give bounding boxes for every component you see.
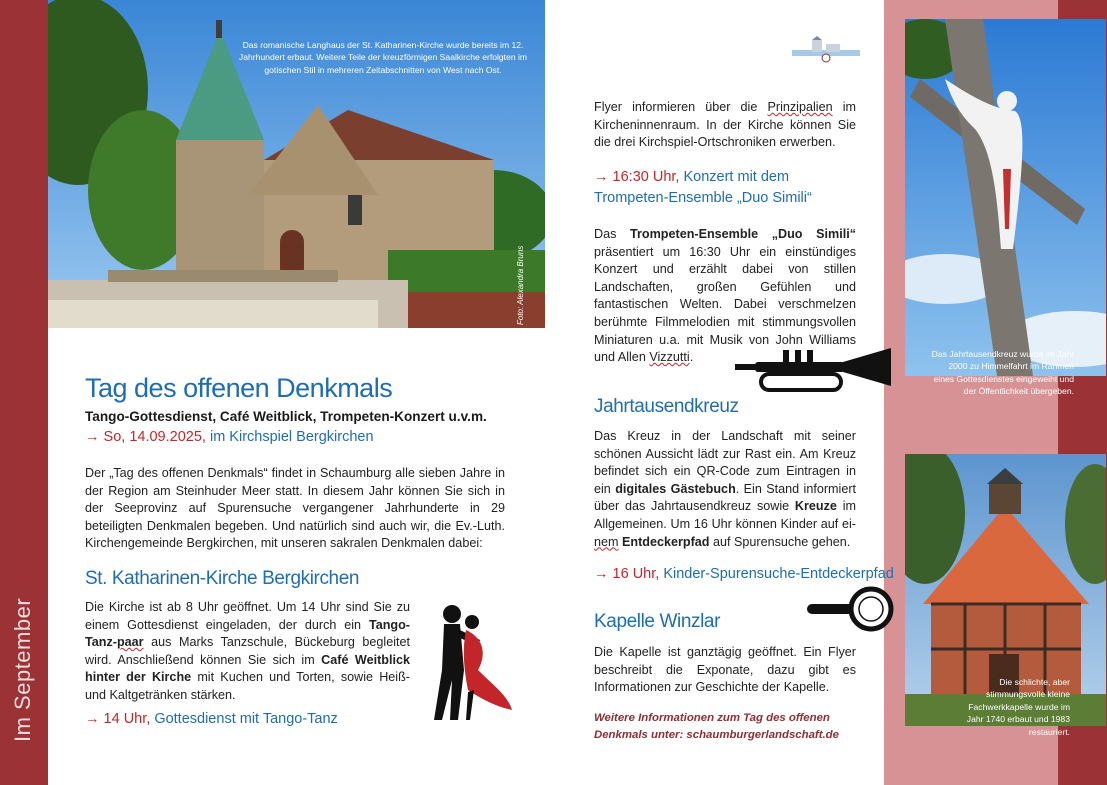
bold-run: paar [116,635,144,650]
event-title: Kinder-Spurensuche-Entdeckerpfad [663,566,894,582]
church-photo-credit: Foto: Alexandra Bruns [516,245,525,325]
bold-run: Entdeckerpfad [622,534,710,549]
text-run: Flyer informieren über die [594,100,768,114]
text-run: nem [594,534,619,549]
event-date-place: im Kirchspiel Bergkirchen [209,429,374,445]
kreuz-heading: Jahrtausendkreuz [594,396,739,417]
katharinen-heading: St. Katharinen-Kirche Bergkirchen [85,568,360,589]
tango-dancers-icon [408,600,518,726]
kreuz-paragraph [594,428,856,551]
arrow-icon: → [85,429,100,445]
logo [792,36,860,64]
kapelle-heading: Kapelle Winzlar [594,611,720,632]
trumpet-icon [733,346,895,400]
text-run: im Allgemeinen. Um 16 Uhr können Kinder auf ei- [594,499,856,531]
bold-run: Tango-Tanz- [85,617,410,650]
event-title: Konzert mit dem Trompeten-Ensemble „Duo Simili“ [594,169,812,206]
cross-photo-caption: Das Jahrtausendkreuz wurde im Jahr 2000 zu Himmelfahrt im Rahmen eines Gottesdienstes eingeweiht und der Öffentlichkeit übergeben. [931,349,1074,397]
bold-run: Kreuze [794,499,837,514]
flyer-paragraph [594,99,856,152]
text-run: . Ein Stand informiert über das Jahrtausendkreuz sowie [594,481,857,514]
text-run: Prinzipalien [767,100,833,114]
kreuz-event [594,566,894,582]
event-time: 16:30 Uhr, [612,169,680,185]
church-photo-caption: Das romanische Langhaus der St. Katharinen-Kirche wurde bereits im 12. Jahrhundert erbaut. Weitere Teile der kreuzförmigen Saalkirche erfolgten im gotischen Stil in mehreren Zeitabschnitten von West nach Ost. [238,40,528,75]
event-date-day: So, 14.09.2025, [103,429,206,445]
text-run: Die Kirche ist ab 8 Uhr geöffnet. Um 14 Uhr sind Sie zu einem Gottesdienst eingeladen, der durch ein [85,600,410,632]
katharinen-event [85,711,338,727]
event-time: 14 Uhr, [103,711,151,727]
month-label: Im September [10,597,35,742]
text-run: Vizzutti [649,350,690,365]
concert-event [594,167,856,209]
page-subtitle: Tango-Gottesdienst, Café Weitblick, Trompeten-Konzert u.v.m. [85,409,487,424]
event-title: Gottesdienst mit Tango-Tanz [154,711,338,727]
bold-run: Café Weitblick hinter der Kirche [85,652,410,685]
event-date [85,429,374,445]
bold-run: Trompeten-Ensemble „Duo Simili“ [630,227,856,241]
text-run: . [689,350,694,365]
arrow-icon: → [594,566,609,582]
intro-paragraph: Der „Tag des offenen Denkmals“ findet in Schaumburg alle sieben Jahre in der Region am Steinhuder Meer statt. In diesem Jahr können Sie sich in der Seeprovinz auf Spurensuche vergangener Jahrhunderte in 29 beteiligten Denkmalen begeben. Und natürlich sind auch wir, die Ev.-Luth. Kirchengemeinde Bergkirchen, mit unseren sakralen Denkmalen dabei: [85,466,505,551]
text-run: Das [594,227,631,241]
katharinen-paragraph [85,599,410,705]
event-time: 16 Uhr, [612,566,660,582]
text-run: präsentiert um 16:30 Uhr ein einstündiges Konzert und erzählt dabei von stillen Landschaften, großen Gefühlen und fantastischen Welten. Dabei verschmelzen berühmte Filmmelodien mit stimmungsvollen Miniaturen u.a. mit Musik von John Williams und Allen [594,244,856,365]
chapel-photo-caption: Die schlichte, aber stimmungsvolle kleine Fachwerkkapelle wurde im Jahr 1740 erbaut und 1983 restauriert. [966,677,1070,737]
arrow-icon: → [85,711,100,727]
text-run: Das Kreuz in der Landschaft mit seiner schönen Aussicht lädt zur Rast ein. Am Kreuz befindet sich ein QR-Code zum Eintragen in ein [594,429,856,496]
text-run: mit Kuchen und Torten, sowie Heiß- und Kaltgetränken stärken. [85,670,410,702]
cross-photo [905,19,1106,376]
bold-run: digitales Gästebuch [615,481,736,496]
more-info-link[interactable]: Weitere Informationen zum Tag des offenen Denkmals unter: schaumburgerlandschaft.de [594,712,839,741]
magnifier-icon [805,584,897,634]
page-title: Tag des offenen Denkmals [85,373,393,403]
text-run: aus Marks Tanzschule, Bückeburg begleitet wird. Anschließend können Sie sich im [85,635,410,667]
arrow-icon: → [594,169,609,185]
text-run: auf Spurensuche gehen. [709,534,851,549]
kapelle-paragraph: Die Kapelle ist ganztägig geöffnet. Ein Flyer beschreibt die Exponate, dazu gibt es Informationen zur Geschichte der Kapelle. [594,645,856,695]
text-run: im Kircheninnenraum. In der Kirche können Sie die drei Kirchspiel-Ortschroniken erwerben. [594,100,856,150]
